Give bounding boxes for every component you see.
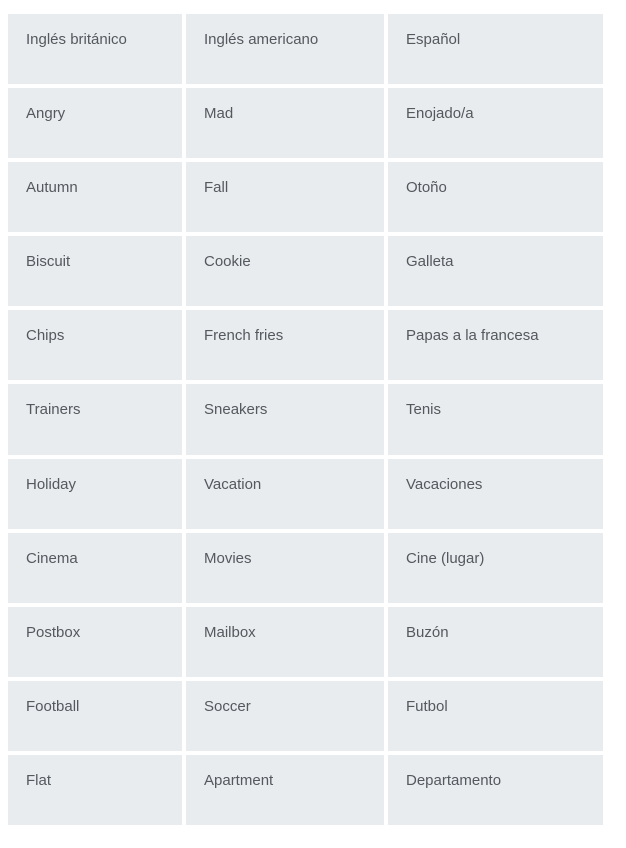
table-cell-r1-c2: Otoño <box>388 162 603 232</box>
table-cell-r0-c2: Enojado/a <box>388 88 603 158</box>
vocabulary-comparison-table <box>8 14 603 825</box>
header-cell-col-2: Español <box>388 14 603 84</box>
table-cell-r7-c1: Mailbox <box>186 607 384 677</box>
table-cell-r5-c2: Vacaciones <box>388 459 603 529</box>
table-cell-r6-c2: Cine (lugar) <box>388 533 603 603</box>
table-cell-r2-c2: Galleta <box>388 236 603 306</box>
table-cell-r8-c1: Soccer <box>186 681 384 751</box>
table-cell-r7-c0: Postbox <box>8 607 182 677</box>
table-cell-r6-c1: Movies <box>186 533 384 603</box>
table-cell-r6-c0: Cinema <box>8 533 182 603</box>
table-cell-r9-c2: Departamento <box>388 755 603 825</box>
table-cell-r1-c1: Fall <box>186 162 384 232</box>
table-cell-r9-c1: Apartment <box>186 755 384 825</box>
header-cell-col-0: Inglés británico <box>8 14 182 84</box>
table-cell-r0-c1: Mad <box>186 88 384 158</box>
table-cell-r2-c1: Cookie <box>186 236 384 306</box>
table-cell-r5-c1: Vacation <box>186 459 384 529</box>
table-cell-r3-c1: French fries <box>186 310 384 380</box>
table-cell-r4-c1: Sneakers <box>186 384 384 454</box>
table-cell-r5-c0: Holiday <box>8 459 182 529</box>
table-cell-r8-c0: Football <box>8 681 182 751</box>
table-cell-r7-c2: Buzón <box>388 607 603 677</box>
table-cell-r2-c0: Biscuit <box>8 236 182 306</box>
table-cell-r4-c2: Tenis <box>388 384 603 454</box>
table-cell-r8-c2: Futbol <box>388 681 603 751</box>
table-cell-r4-c0: Trainers <box>8 384 182 454</box>
table-cell-r9-c0: Flat <box>8 755 182 825</box>
header-cell-col-1: Inglés americano <box>186 14 384 84</box>
table-cell-r0-c0: Angry <box>8 88 182 158</box>
table-cell-r3-c2: Papas a la francesa <box>388 310 603 380</box>
table-cell-r3-c0: Chips <box>8 310 182 380</box>
table-cell-r1-c0: Autumn <box>8 162 182 232</box>
